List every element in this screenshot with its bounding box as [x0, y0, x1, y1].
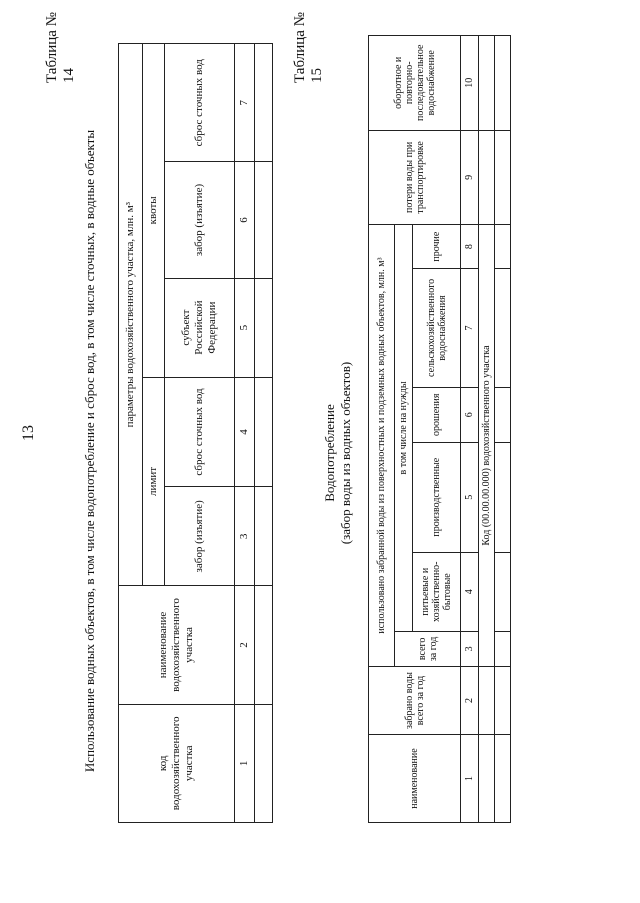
t15-empty-cell [495, 631, 511, 666]
t15-num: 1 [461, 735, 479, 823]
t15-empty-cell [495, 36, 511, 131]
t15-header-agricultural: сельскохозяйственного водоснабжения [413, 269, 461, 388]
t15-empty-cell [495, 666, 511, 734]
t14-empty-cell [255, 377, 273, 487]
t15-empty-cell [495, 387, 511, 442]
t15-header-industrial: производственные [413, 442, 461, 552]
t14-header-limit: лимит [143, 377, 165, 586]
t15-num: 9 [461, 130, 479, 225]
t15-header-losses: потери воды при транспортировке [369, 130, 461, 225]
t15-empty-cell [495, 225, 511, 269]
t15-num: 4 [461, 552, 479, 631]
t15-header-total-year: всего за год [395, 631, 461, 666]
t14-header-quotas: квоты [143, 44, 165, 378]
t14-empty-cell [255, 586, 273, 704]
t14-header-discharge1: сброс сточных вод [165, 377, 235, 487]
t15-header-other: прочие [413, 225, 461, 269]
t14-num: 5 [235, 278, 255, 377]
t15-empty-cell [495, 269, 511, 388]
t14-header-discharge2: сброс сточных вод [165, 44, 235, 162]
t15-empty-cell [479, 130, 495, 225]
t14-empty-cell [255, 278, 273, 377]
t15-header-name: наименование [369, 735, 461, 823]
t14-header-code: код водохозяйственного участка [119, 704, 235, 822]
t14-header-name: наименование водохозяйственного участка [119, 586, 235, 704]
t14-header-params: параметры водохозяйственного участка, млн. м³ [119, 44, 143, 586]
t14-header-intake2: забор (изъятие) [165, 162, 235, 278]
t14-empty-cell [255, 487, 273, 586]
t15-num: 8 [461, 225, 479, 269]
t14-empty-cell [255, 704, 273, 822]
t15-header-irrigation: орошения [413, 387, 461, 442]
table15 [368, 35, 511, 823]
t15-empty-cell [479, 666, 495, 734]
page-number: 13 [20, 425, 37, 441]
table15-title-line2: (забор воды из водных объектов) [338, 361, 353, 545]
t15-num: 3 [461, 631, 479, 666]
t14-num: 6 [235, 162, 255, 278]
t15-num: 2 [461, 666, 479, 734]
t15-empty-cell [495, 130, 511, 225]
t15-empty-cell [495, 442, 511, 552]
t15-num: 6 [461, 387, 479, 442]
table15-title-line1: Водопотребление [322, 404, 337, 502]
t15-num: 5 [461, 442, 479, 552]
t14-empty-cell [255, 162, 273, 278]
t14-num: 3 [235, 487, 255, 586]
table15-title [322, 253, 354, 653]
t15-empty-cell [479, 36, 495, 131]
table14-label: Таблица № 14 [44, 12, 77, 83]
t14-header-intake1: забор (изъятие) [165, 487, 235, 586]
t15-code-row: Код (00.00.00.000) водохозяйственного участка [479, 225, 495, 667]
t15-empty-cell [495, 735, 511, 823]
table15-label: Таблица № 15 [292, 12, 325, 83]
t15-header-total-taken: забрано воды всего за год [369, 666, 461, 734]
t15-header-used: использовано забранной воды из поверхностных и подземных водных объектов, млн. м³ [369, 225, 395, 667]
t14-header-subject: субъект Российской Федерации [165, 278, 235, 377]
t15-header-including: в том числе на нужды [395, 225, 413, 632]
table14 [118, 43, 273, 823]
t14-num: 4 [235, 377, 255, 487]
t15-empty-cell [495, 552, 511, 631]
t14-num: 2 [235, 586, 255, 704]
t15-num: 10 [461, 36, 479, 131]
t14-empty-cell [255, 44, 273, 162]
t14-num: 7 [235, 44, 255, 162]
t15-header-recycled: оборотное и повторно-последовательное водоснабжение [369, 36, 461, 131]
t15-num: 7 [461, 269, 479, 388]
t15-empty-cell [479, 735, 495, 823]
table14-caption: Использование водных объектов, в том числе водопотребление и сброс вод, в том числе сточных, в водные объекты [82, 129, 97, 773]
t15-header-drinking: питьевые и хозяйственно-бытовые [413, 552, 461, 631]
t14-num: 1 [235, 704, 255, 822]
